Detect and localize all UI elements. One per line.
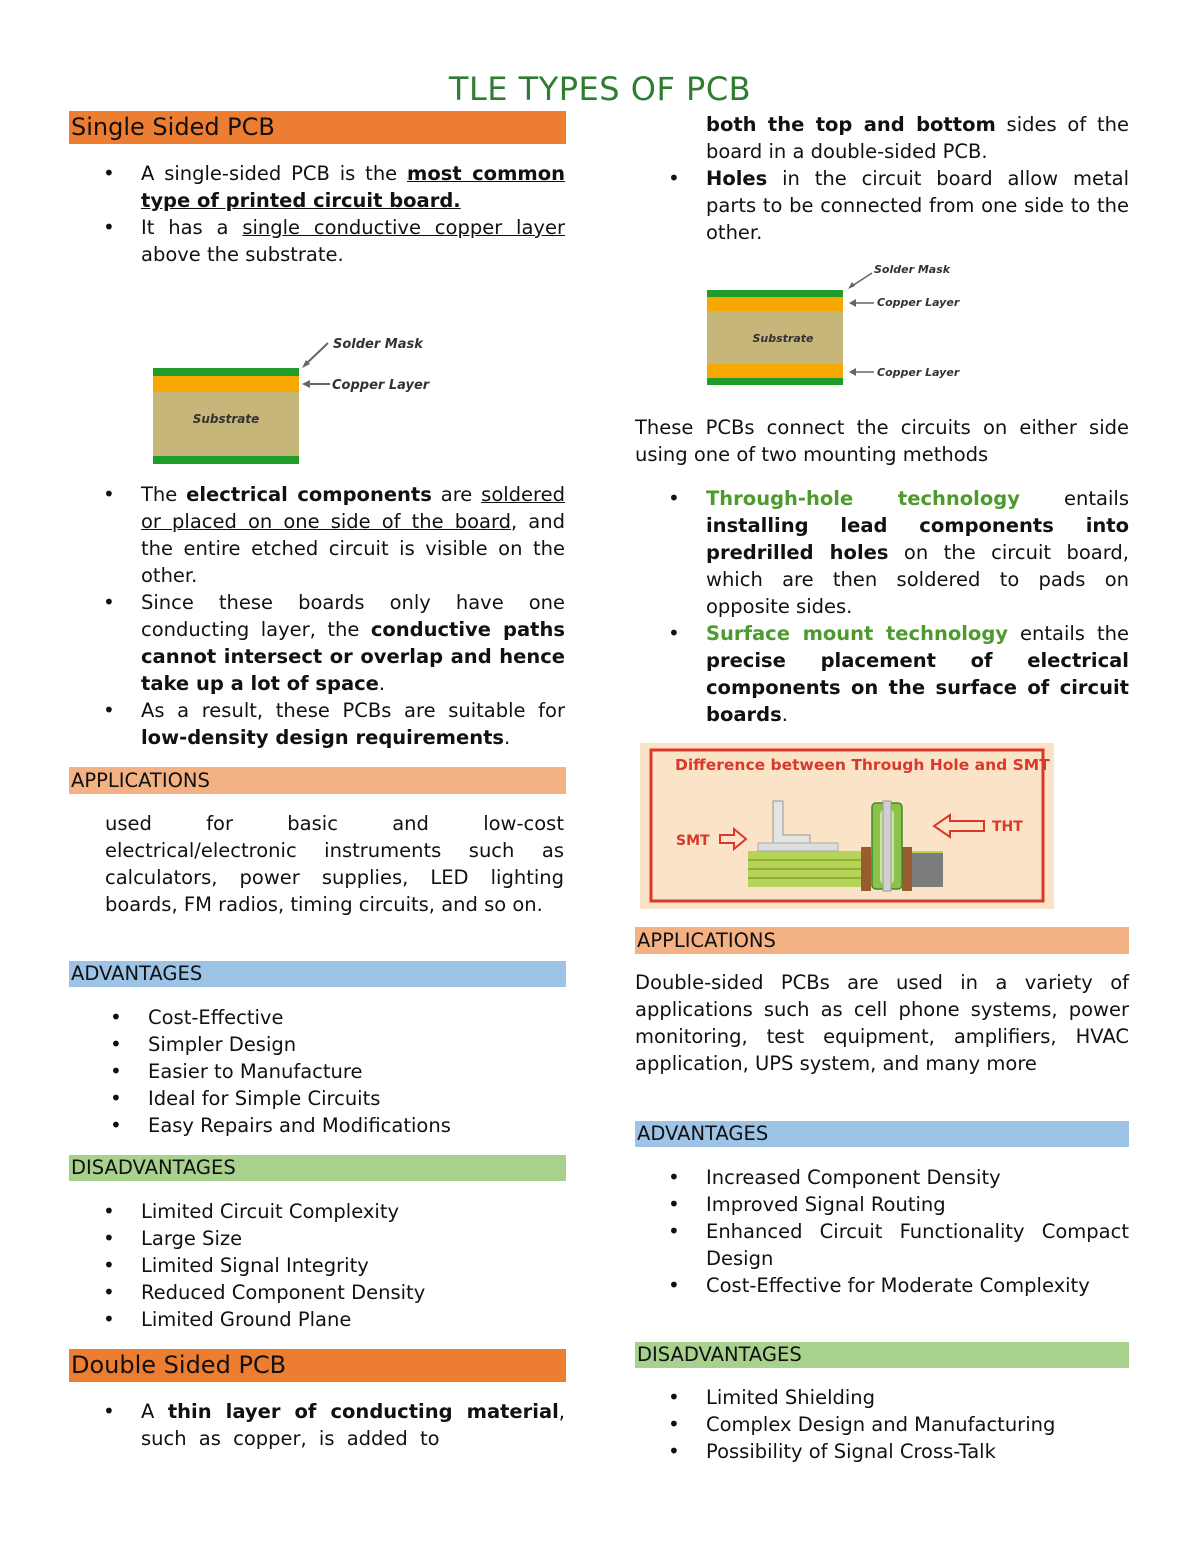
solder-mask-label: Solder Mask (874, 263, 951, 276)
single-disadvantages-list (141, 1198, 565, 1333)
double-sided-heading: Double Sided PCB (69, 1349, 566, 1382)
double-applications-text: Double-sided PCBs are used in a variety of applications such as cell phone systems, power monitoring, test equipment, amplifiers, HVAC application, UPS system, and many more (635, 971, 1129, 1075)
list-item: • As a result, these PCBs are suitable for low-density design requirements. (141, 697, 565, 751)
list-item: • Limited Signal Integrity (141, 1252, 565, 1279)
list-item: • Improved Signal Routing (706, 1191, 1129, 1218)
list-item: • Complex Design and Manufacturing (706, 1411, 1129, 1438)
double-disadvantages-heading: DISADVANTAGES (635, 1342, 1129, 1368)
double-advantages-list (706, 1164, 1129, 1299)
single-bullets-2 (141, 481, 565, 751)
double-bullets (706, 165, 1129, 246)
list-item: • Limited Ground Plane (141, 1306, 565, 1333)
list-item: • Limited Circuit Complexity (141, 1198, 565, 1225)
copper-layer-label: Copper Layer (332, 378, 430, 393)
single-bullets (141, 160, 565, 268)
list-item: • Increased Component Density (706, 1164, 1129, 1191)
list-item: • Since these boards only have one conducting layer, the conductive paths cannot intersect or overlap and hence take up a lot of space. (141, 589, 565, 697)
single-advantages-heading: ADVANTAGES (69, 961, 566, 987)
substrate-label: Substrate (752, 332, 814, 345)
list-item: • A thin layer of conducting material, such as copper, is added to (141, 1398, 565, 1452)
list-item: • Simpler Design (148, 1031, 565, 1058)
single-sided-heading: Single Sided PCB (69, 111, 566, 144)
copper-bottom-label: Copper Layer (877, 366, 960, 379)
list-item: • Possibility of Signal Cross-Talk (706, 1438, 1129, 1465)
list-item: • Reduced Component Density (141, 1279, 565, 1306)
double-bullet-continuation: both the top and bottom sides of the board in a double-sided PCB. (706, 113, 1129, 163)
double-bullets-start (141, 1398, 565, 1452)
copper-layer (153, 376, 299, 392)
list-item: • Easier to Manufacture (148, 1058, 565, 1085)
solder-mask-layer (153, 368, 299, 376)
list-item: • Ideal for Simple Circuits (148, 1085, 565, 1112)
smt-label: SMT (676, 833, 710, 849)
list-item: • The electrical components are soldered or placed on one side of the board, and the entire etched circuit is visible on the other. (141, 481, 565, 589)
single-disadvantages-heading: DISADVANTAGES (69, 1155, 566, 1181)
list-item: • Cost-Effective for Moderate Complexity (706, 1272, 1129, 1299)
single-sided-diagram (150, 330, 440, 468)
list-item: • Easy Repairs and Modifications (148, 1112, 565, 1139)
list-item: • It has a single conductive copper layer above the substrate. (141, 214, 565, 268)
single-advantages-list (148, 1004, 565, 1139)
substrate-label: Substrate (192, 412, 260, 426)
list-item: • A single-sided PCB is the most common type of printed circuit board. (141, 160, 565, 214)
double-sided-diagram (704, 258, 984, 388)
single-applications-heading: APPLICATIONS (69, 767, 566, 794)
copper-top-label: Copper Layer (877, 296, 960, 309)
list-item: • Cost-Effective (148, 1004, 565, 1031)
single-applications-text: used for basic and low-cost electrical/electronic instruments such as calculators, power supplies, LED lighting boards, FM radios, timing circuits, and so on. (105, 812, 564, 916)
mounting-methods (706, 485, 1129, 728)
list-item: • Large Size (141, 1225, 565, 1252)
list-item: • Through-hole technology entails installing lead components into predrilled holes on the circuit board, which are then soldered to pads on opposite sides. (706, 485, 1129, 620)
double-applications-heading: APPLICATIONS (635, 927, 1129, 954)
figure-title: Difference between Through Hole and SMT (675, 756, 1050, 774)
tht-smt-figure (640, 743, 1054, 909)
tht-label: THT (992, 819, 1023, 835)
solder-mask-bottom (153, 456, 299, 464)
list-item: • Limited Shielding (706, 1384, 1129, 1411)
solder-mask-label: Solder Mask (333, 337, 423, 352)
list-item: • Holes in the circuit board allow metal parts to be connected from one side to the other. (706, 165, 1129, 246)
list-item: • Surface mount technology entails the precise placement of electrical components on the surface of circuit boards. (706, 620, 1129, 728)
double-disadvantages-list (706, 1384, 1129, 1465)
mounting-intro: These PCBs connect the circuits on either side using one of two mounting methods (635, 416, 1129, 466)
page-title: TLE TYPES OF PCB (448, 70, 752, 108)
double-advantages-heading: ADVANTAGES (635, 1121, 1129, 1147)
list-item: • Enhanced Circuit Functionality Compact Design (706, 1218, 1129, 1272)
